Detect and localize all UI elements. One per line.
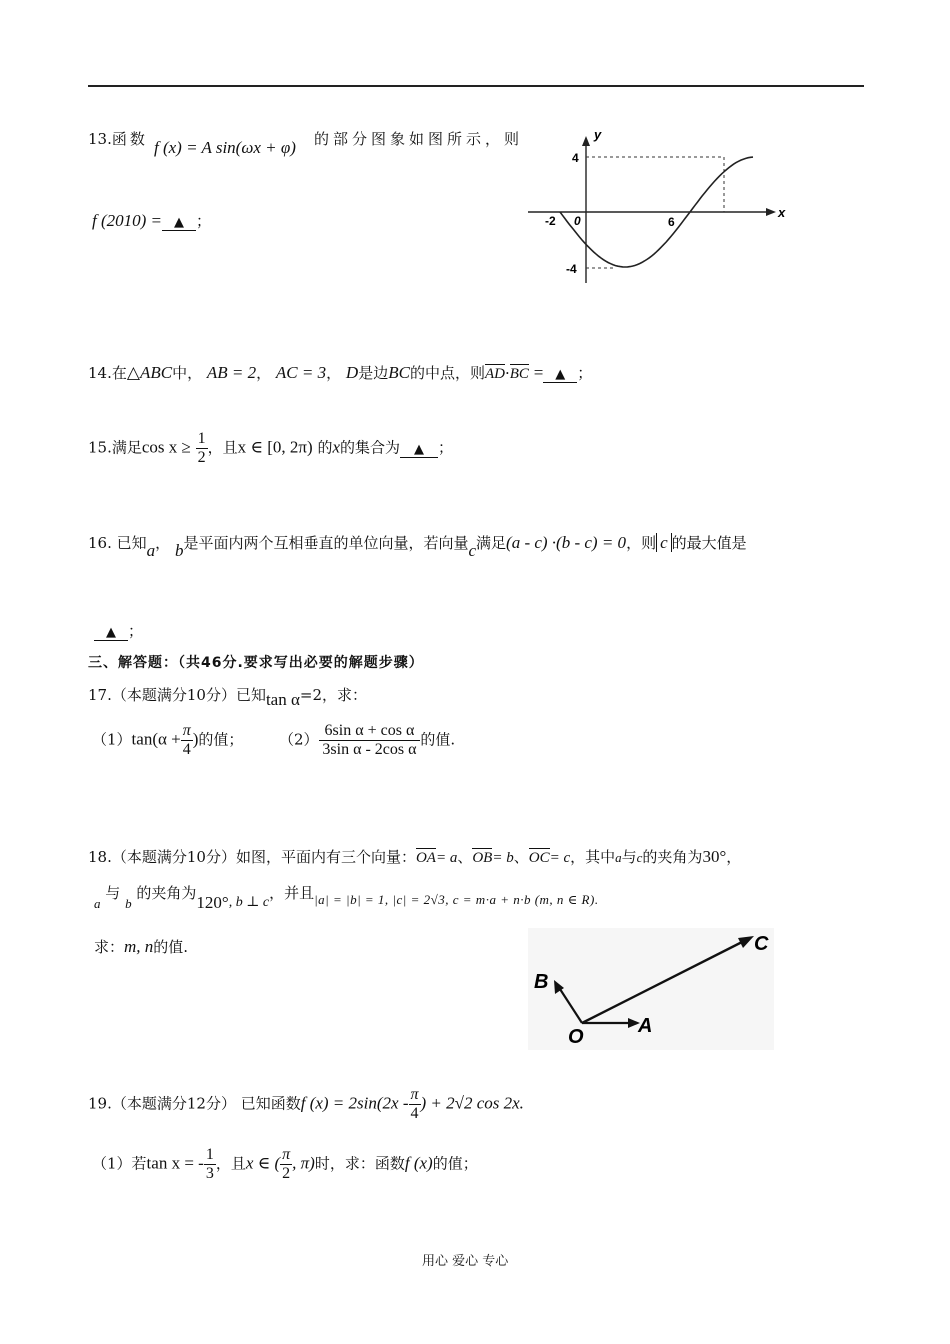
q18-ask (94, 936, 188, 957)
q14-vector-ad: AD (485, 362, 505, 383)
label-o: O (568, 1026, 584, 1048)
q19-p1-den: 3 (205, 1165, 214, 1182)
q13-number: 13. (88, 130, 112, 148)
q18-c: c (636, 850, 643, 865)
header-rule (88, 85, 864, 87)
q18-ask-vars: m, n (124, 937, 154, 956)
q18-a2: a (94, 896, 101, 911)
q14-text3: 是边 (358, 364, 389, 382)
q18-angle2: 120° (196, 893, 229, 912)
q18-eq-b: = b (492, 850, 514, 866)
q14-dot: · (504, 364, 510, 382)
q19-head: 19.（本题满分12分） 已知函数 (88, 1094, 301, 1113)
q18-vector-oc: OC (529, 846, 550, 867)
q18-angle1: 30° (702, 847, 727, 866)
q18-ask-post: 的值. (153, 938, 189, 956)
y-label: y (594, 128, 602, 142)
q15-end: ； (438, 438, 454, 457)
q17-p2-fraction (319, 722, 421, 759)
q18-vector-oa: OA (416, 846, 436, 867)
q16-answer-line (94, 620, 143, 641)
q17-p1-label: （1） (92, 730, 132, 749)
tick-minus-4: -4 (566, 262, 577, 276)
q13-line1 (88, 128, 148, 149)
q18-line1 (88, 846, 741, 867)
q13-text2: 的部分图象如图所示，则 (314, 130, 524, 148)
q19-frac-num: π (410, 1086, 419, 1103)
q15-answer-blank[interactable]: ▲ (400, 443, 438, 458)
q19-p1-pnum: π (282, 1146, 291, 1163)
q14-text: 在 (111, 364, 127, 382)
q14-text2: 中， (172, 364, 203, 382)
q16-abs-c: c (656, 533, 672, 552)
q19-line1 (88, 1086, 524, 1123)
x-arrow-icon (766, 208, 776, 216)
q17-p2-num: 6sin α + cos α (319, 722, 421, 741)
q16-answer-blank[interactable]: ▲ (94, 626, 128, 641)
q17-p2-den: 3sin α - 2cos α (322, 741, 417, 758)
q18-head: 18.（本题满分10分）如图，平面内有三个向量： (88, 848, 416, 866)
q19-formula2: ) + 2√2 cos 2x. (420, 1093, 524, 1113)
q19-frac-den: 4 (410, 1105, 419, 1122)
q18-with1: 与 (621, 848, 637, 866)
q18-text2: 的夹角为 (642, 848, 703, 866)
q14-d: D (345, 363, 359, 382)
q14-ab: AB = 2 (206, 363, 257, 382)
q16-text: 已知 (116, 534, 147, 552)
y-arrow-icon (582, 136, 590, 146)
q14-number: 14. (88, 364, 112, 382)
q14-ac: AC = 3 (275, 363, 327, 382)
q18-ask-pre: 求： (94, 938, 125, 956)
label-c: C (754, 933, 769, 955)
q14-sep2: ， (326, 364, 342, 382)
q13-formula: f (x) = A sin(ωx + φ) (154, 138, 296, 157)
q17-head (88, 684, 368, 709)
q13-formula2: f (2010) = (92, 211, 163, 230)
q17-tan: tan α (265, 690, 300, 709)
q16-vector-c: c (468, 541, 477, 560)
q18-eq-c: = c (549, 850, 571, 866)
q17-p1-num: π (182, 722, 191, 739)
q15-fraction (196, 430, 208, 467)
q15-condition: x ∈ [0, 2π) (237, 437, 313, 457)
q14-triangle: △ABC (126, 363, 173, 382)
q13-answer-blank[interactable]: ▲ (162, 216, 196, 231)
origin-label: 0 (574, 214, 581, 228)
q15-text4: 的集合为 (340, 438, 401, 457)
q19-p1-tail1: 时，求：函数 (314, 1154, 405, 1173)
q14-bc: BC (388, 363, 410, 382)
q15-frac-den: 2 (197, 449, 206, 466)
q18-text4: ，并且 (269, 884, 315, 902)
q16-text2: 是平面内两个互相垂直的单位向量，若向量 (183, 534, 469, 552)
q19-p1-interval-fraction (280, 1146, 292, 1183)
q15-line (88, 430, 453, 467)
q13-sine-graph (528, 128, 798, 288)
q14-eq: = (533, 363, 544, 382)
q16-text5: 的最大值是 (671, 534, 747, 552)
q15-cos: cos x ≥ (141, 437, 191, 457)
q16-number: 16. (88, 534, 112, 552)
q16-sep: ， (155, 534, 171, 552)
q18-end1: ， (726, 848, 742, 866)
q16-line (88, 532, 747, 560)
q15-x: x (332, 437, 341, 457)
q18-vector-figure (528, 928, 774, 1050)
q19-p1-tan: tan x = - (146, 1153, 204, 1173)
q16-text3: 满足 (476, 534, 507, 552)
label-b: B (534, 971, 549, 993)
q18-perp: , b ⊥ c (228, 895, 270, 910)
q15-frac-num: 1 (197, 430, 206, 447)
q19-p1-text: ，且 (215, 1154, 246, 1173)
q18-condition: |a| = |b| = 1, |c| = 2√3, c = m·a + n·b (m, n ∈ R). (314, 892, 599, 907)
q19-p1-fraction (204, 1146, 216, 1183)
tick-minus-2: -2 (545, 214, 556, 228)
q18-line2 (94, 882, 599, 912)
q18-b2: b (125, 896, 132, 911)
q15-number: 15. (88, 438, 112, 457)
q18-sep2: 、 (513, 848, 529, 866)
q18-text1: ，其中 (570, 848, 616, 866)
q16-vector-a: a (146, 541, 156, 560)
page-footer: 用心 爱心 专心 (422, 1254, 509, 1269)
tick-4: 4 (572, 151, 579, 165)
q17-parts (92, 722, 455, 759)
q14-text4: 的中点，则 (409, 364, 485, 382)
q19-p1-tail2: 的值； (432, 1154, 478, 1173)
q18-eq-a: = a (435, 850, 458, 866)
q17-p1-tail: 的值； (198, 730, 244, 749)
q14-vector-bc: BC (510, 362, 529, 383)
q19-fraction (409, 1086, 421, 1123)
q19-p1-fx: f (x) (404, 1153, 433, 1173)
q15-text3: 的 (317, 438, 333, 457)
q19-formula1: f (x) = 2sin(2x - (300, 1093, 409, 1113)
q18-sep1: 、 (457, 848, 473, 866)
q16-end: ； (128, 622, 144, 640)
q16-vector-b: b (174, 541, 184, 560)
label-a: A (638, 1015, 653, 1037)
q14-answer-blank[interactable]: ▲ (543, 368, 577, 383)
q17-p1-fraction (181, 722, 193, 759)
q16-text4: ，则 (626, 534, 657, 552)
q18-text3: 的夹角为 (136, 884, 197, 902)
q17-p1-close: ) (192, 729, 199, 749)
q14-end: ； (577, 364, 593, 382)
q19-p1-label: （1）若 (92, 1154, 147, 1173)
q17-head-text: 17.（本题满分10分）已知 (88, 686, 266, 704)
section-3-heading: 三、解答题：（共46分.要求写出必要的解题步骤） (88, 655, 424, 671)
q17-p2-tail: 的值. (420, 730, 456, 749)
q18-vector-ob: OB (472, 846, 492, 867)
q18-with2: 与 (105, 884, 121, 902)
q17-p1-den: 4 (182, 741, 191, 758)
q16-condition: (a - c) ·(b - c) = 0 (506, 533, 627, 552)
x-label: x (778, 205, 786, 220)
q14-sep: ， (256, 364, 272, 382)
tick-6: 6 (668, 215, 675, 229)
q17-p2-label: （2） (279, 730, 319, 749)
q19-p1-pden: 2 (282, 1165, 291, 1182)
q19-p1-x: x ∈ ( (245, 1153, 281, 1173)
q17-p1-tan: tan(α + (131, 729, 181, 749)
q15-text: 满足 (111, 438, 142, 457)
q18-a: a (615, 850, 622, 865)
q19-p1-num: 1 (205, 1146, 214, 1163)
q15-text2: ，且 (207, 438, 238, 457)
q13-answer-line (92, 210, 211, 231)
q13-end: ； (196, 212, 212, 230)
q17-eq: =2，求： (299, 686, 368, 704)
q19-part1 (92, 1146, 478, 1183)
q19-p1-xend: , π) (292, 1153, 315, 1173)
q14-line (88, 362, 592, 383)
q13-text: 函数 (111, 130, 148, 148)
